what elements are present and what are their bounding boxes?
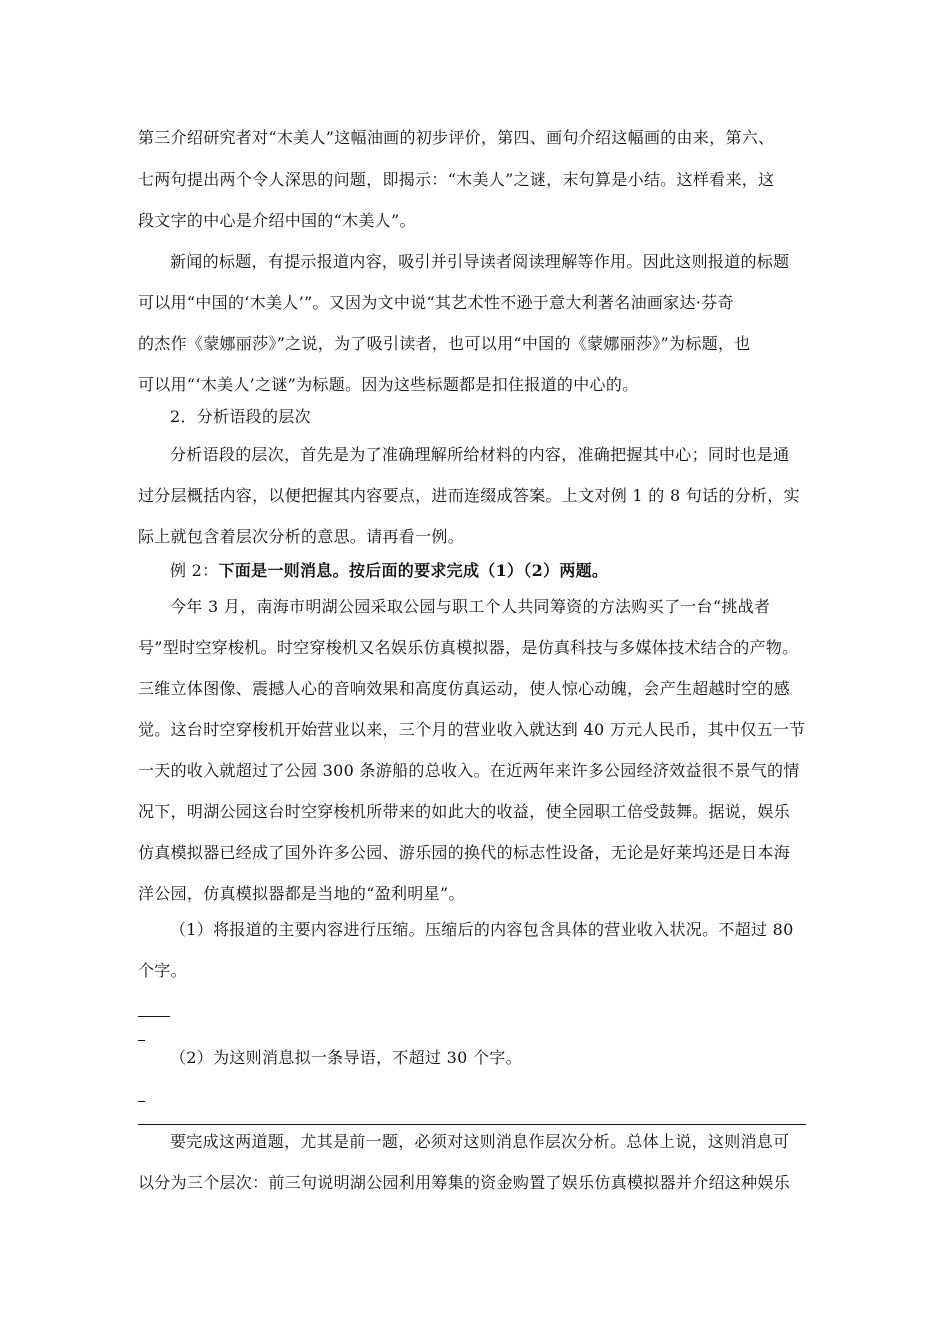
paragraph-line: 可以用“中国的‘木美人’”。又因为文中说“其艺术性不逊于意大利著名油画家达·芬奇 bbox=[138, 293, 734, 312]
paragraph-line: 的杰作《蒙娜丽莎》”之说，为了吸引读者，也可以用“中国的《蒙娜丽莎》”为标题，也 bbox=[138, 334, 751, 353]
section-heading: 2．分析语段的层次 bbox=[170, 407, 311, 426]
paragraph-line: 况下，明湖公园这台时空穿梭机所带来的如此大的收益，使全园职工倍受鼓舞。据说，娱乐 bbox=[138, 802, 791, 821]
paragraph-line: 号”型时空穿梭机。时空穿梭机又名娱乐仿真模拟器，是仿真科技与多媒体技术结合的产物。 bbox=[138, 638, 799, 657]
paragraph-line: 第三介绍研究者对“木美人”这幅油画的初步评价，第四、画句介绍这幅画的由来，第六、 bbox=[138, 128, 775, 147]
example-label: 例 2： bbox=[170, 561, 219, 580]
question-2-line: （2）为这则消息拟一条导语，不超过 30 个字。 bbox=[170, 1048, 522, 1067]
paragraph-line: 要完成这两道题，尤其是前一题，必须对这则消息作层次分析。总体上说，这则消息可 bbox=[170, 1132, 790, 1151]
paragraph-line: 觉。这台时空穿梭机开始营业以来，三个月的营业收入就达到 40 万元人民币，其中仅五一节 bbox=[138, 720, 806, 739]
paragraph-line: 可以用“‘木美人’之谜”为标题。因为这些标题都是扣住报道的中心的。 bbox=[138, 375, 639, 394]
example-instruction: 下面是一则消息。按后面的要求完成（1）（2）两题。 bbox=[218, 561, 609, 580]
answer-blank-rule bbox=[138, 1016, 170, 1017]
paragraph-line: 今年 3 月，南海市明湖公园采取公园与职工个人共同筹资的方法购买了一台“挑战者 bbox=[170, 597, 771, 616]
answer-blank-line bbox=[138, 1124, 806, 1125]
paragraph-line: 一天的收入就超过了公园 300 条游船的总收入。在近两年来许多公园经济效益很不景气的情 bbox=[138, 761, 800, 780]
paragraph-line: 新闻的标题，有提示报道内容，吸引并引导读者阅读理解等作用。因此这则报道的标题 bbox=[170, 252, 790, 271]
paragraph-line: 洋公园，仿真模拟器都是当地的“盈利明星”。 bbox=[138, 884, 465, 903]
question-1-line: 个字。 bbox=[138, 961, 187, 980]
paragraph-line: 仿真模拟器已经成了国外许多公园、游乐园的换代的标志性设备，无论是好莱坞还是日本海 bbox=[138, 843, 791, 862]
answer-blank-rule bbox=[138, 1101, 145, 1102]
paragraph-line: 分析语段的层次，首先是为了准确理解所给材料的内容，准确把握其中心；同时也是通 bbox=[170, 445, 790, 464]
paragraph-line: 过分层概括内容，以便把握其内容要点，进而连缀成答案。上文对例 1 的 8 句话的分析，实 bbox=[138, 486, 800, 505]
answer-blank-rule bbox=[138, 1040, 145, 1041]
paragraph-line: 际上就包含着层次分析的意思。请再看一例。 bbox=[138, 527, 465, 546]
paragraph-line: 三维立体图像、震撼人心的音响效果和高度仿真运动，使人惊心动魄，会产生超越时空的感 bbox=[138, 679, 791, 698]
paragraph-line: 七两句提出两个令人深思的问题，即揭示：“木美人”之谜，末句算是小结。这样看来，这 bbox=[138, 170, 775, 189]
paragraph-line: 段文字的中心是介绍中国的“木美人”。 bbox=[138, 211, 416, 230]
example-heading bbox=[170, 560, 608, 582]
paragraph-line: 以分为三个层次：前三句说明湖公园利用筹集的资金购置了娱乐仿真模拟器并介绍这种娱乐 bbox=[138, 1173, 791, 1192]
question-1-line: （1）将报道的主要内容进行压缩。压缩后的内容包含具体的营业收入状况。不超过 80 bbox=[170, 920, 794, 939]
document-page bbox=[138, 0, 818, 1344]
